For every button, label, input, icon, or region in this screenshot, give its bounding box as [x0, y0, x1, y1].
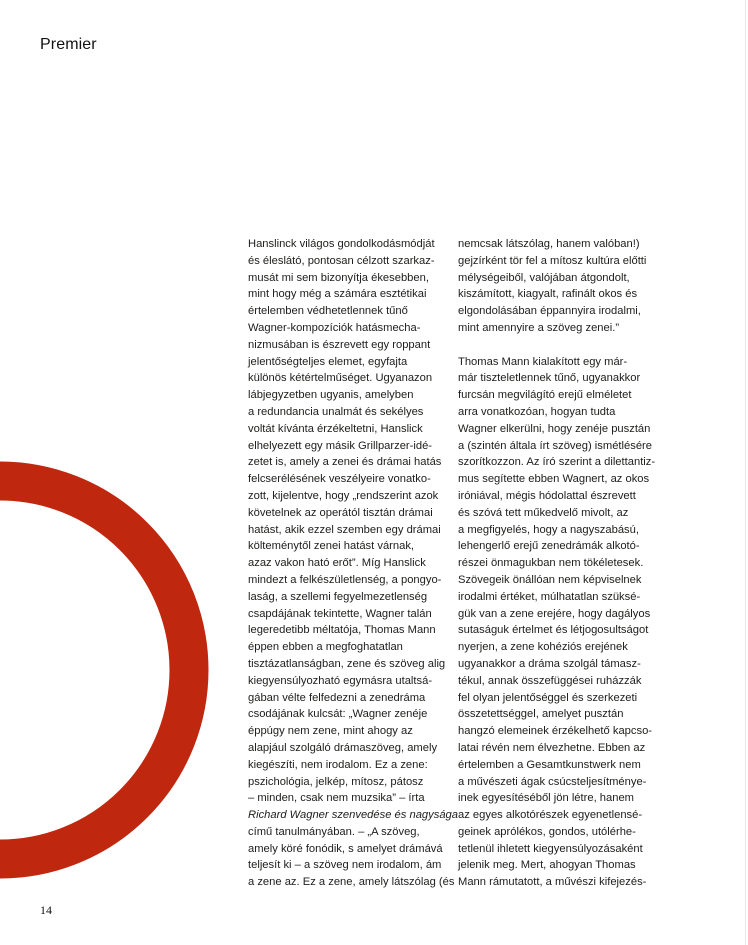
paragraph-break — [458, 337, 658, 354]
section-title: Premier — [40, 36, 97, 53]
text-line: fel olyan jelentőséggel és szerkezeti — [458, 691, 638, 704]
text-line: a megfigyelés, hogy a nagyszabású, — [458, 523, 639, 536]
text-line: arra vonatkozóan, hogyan tudta — [458, 405, 616, 418]
text-line: musát mi sem bizonyítja ékesebben, — [248, 271, 429, 284]
text-line: lábjegyzetben ugyanis, amelyben — [248, 389, 414, 402]
text-line: a (szintén általa írt szöveg) ismétlésére — [458, 439, 652, 452]
page-edge-divider — [745, 0, 746, 945]
body-text-column-right — [458, 236, 658, 891]
text-line: pszichológia, jelkép, mítosz, pátosz — [248, 775, 424, 788]
text-line: összetettséggel, amelyet pusztán — [458, 708, 624, 721]
text-line: tisztázatlanságban, zene és szöveg alig — [248, 657, 446, 670]
text-line: irodalmi értéket, múlhatatlan szüksé- — [458, 590, 641, 603]
text-line: a redundancia unalmát és sekélyes — [248, 405, 424, 418]
text-line: éppúgy nem zene, mint ahogy az — [248, 725, 413, 738]
text-line: és szóvá tett műkedvelő mivolt, az — [458, 506, 629, 519]
text-line: Hanslinck világos gondolkodásmódját — [248, 238, 435, 250]
page-number: 14 — [40, 903, 52, 917]
text-line: ugyanakkor a dráma szolgál támasz- — [458, 657, 641, 670]
text-line: sutaságuk értelmet és létjogosultságot — [458, 624, 649, 637]
body-text-column-left — [248, 236, 458, 891]
text-line: elhelyezett egy másik Grillparzer-idé- — [248, 439, 433, 452]
text-line: nyerjen, a zene kohéziós erejének — [458, 641, 628, 654]
text-line: gük van a zene erejére, hogy dagályos — [458, 607, 651, 620]
text-line: mint hogy még a számára esztétikai — [248, 288, 427, 301]
text-line: részei önmagukban nem tökéletesek. — [458, 557, 644, 570]
text-line: kiegyensúlyozható egymásra utaltsá- — [248, 674, 433, 687]
text-line: a művészeti ágak csúcsteljesítménye- — [458, 775, 647, 788]
text-line: felcserélésének veszélyeire vonatko- — [248, 473, 431, 486]
text-line: Thomas Mann kialakított egy már- — [458, 355, 628, 368]
text-line: értelemben a Gesamtkunstwerk nem — [458, 758, 641, 771]
text-line: már tiszteletlennek tűnő, ugyanakkor — [458, 372, 641, 385]
text-line: mélységeiből, valójában átgondolt, — [458, 271, 630, 284]
text-line: voltát kívánta érzékeltetni, Hanslick — [248, 422, 423, 435]
text-line: csodájának kulcsát: „Wagner zenéje — [248, 708, 428, 721]
text-line: különös kétértelműséget. Ugyanazon — [248, 372, 433, 385]
text-line: zetet is, amely a zenei és drámai hatás — [248, 456, 442, 469]
text-line: teljesít ki – a szöveg nem irodalom, ám — [248, 859, 442, 872]
text-line: nemcsak látszólag, hanem valóban!) — [458, 238, 640, 250]
text-line: és éleslátó, pontosan célzott szarkaz- — [248, 254, 435, 267]
text-line: követelnek az operától tisztán drámai — [248, 506, 433, 519]
text-line: Richard Wagner szenvedése és nagysága — [248, 809, 458, 822]
text-line: éppen ebben a megfoghatatlan — [248, 641, 403, 654]
red-ring-graphic — [0, 455, 215, 885]
text-line: furcsán megvilágító erejű elméletet — [458, 389, 632, 402]
text-line: mus segítette ebben Wagnert, az okos — [458, 473, 650, 486]
text-line: lehengerlő erejű zenedrámák alkotó- — [458, 540, 640, 553]
text-line: csapdájának tekintette, Wagner talán — [248, 607, 432, 620]
text-line: Wagner-kompozíciók hatásmecha- — [248, 321, 421, 334]
text-line: értelemben védhetetlennek tűnő — [248, 305, 408, 318]
text-line: gejzírként tör fel a mítosz kultúra előtti — [458, 254, 647, 267]
text-line: hangzó elemeinek érzékelhető kapcso- — [458, 725, 653, 738]
text-line: iróniával, mégis hódolattal észrevett — [458, 489, 636, 502]
text-line: inek egyesítéséből jön létre, hanem — [458, 792, 635, 805]
text-line: a zene az. Ez a zene, amely látszólag (és — [248, 876, 455, 889]
text-line: elgondolásában éppannyira irodalmi, — [458, 305, 641, 318]
text-line: hatást, akik ezzel szemben egy drámai — [248, 523, 441, 536]
text-line: zott, kijelentve, hogy „rendszerint azok — [248, 489, 439, 502]
text-line: című tanulmányában. – „A szöveg, — [248, 825, 420, 838]
text-line: jelentőségteljes elemet, egyfajta — [248, 355, 408, 368]
text-line: Wagner elkerülni, hogy zenéje pusztán — [458, 422, 651, 435]
text-line: – minden, csak nem muzsika” – írta — [248, 792, 425, 805]
text-line: Mann rámutatott, a művészi kifejezés- — [458, 876, 647, 889]
text-line: mindezt a felkészületlenség, a pongyo- — [248, 573, 442, 586]
text-line: nizmusában is észrevett egy roppant — [248, 338, 431, 351]
text-line: kiszámított, kiagyalt, rafinált okos és — [458, 288, 638, 301]
text-line: gában vélte felfedezni a zenedráma — [248, 691, 426, 704]
text-line: laság, a szellemi fegyelmezetlenség — [248, 590, 428, 603]
text-line: mint amennyire a szöveg zenei.” — [458, 321, 620, 334]
text-line: amely köré fonódik, s amelyet drámává — [248, 842, 443, 855]
text-line: szorítkozzon. Az író szerint a dilettantiz- — [458, 456, 656, 469]
text-line: kiegészíti, nem irodalom. Ez a zene: — [248, 758, 428, 771]
text-line: legeredetibb méltatója, Thomas Mann — [248, 624, 436, 637]
text-line: tékul, annak összefüggései ruházzák — [458, 674, 642, 687]
text-line: költeménytől zenei hatást várnak, — [248, 540, 415, 553]
text-line: geinek aprólékos, gondos, utólérhe- — [458, 825, 636, 838]
ring-arc — [0, 481, 189, 859]
text-line: tetlenül ihletett kiegyensúlyozásaként — [458, 842, 643, 855]
text-line: latai révén nem élvezhetne. Ebben az — [458, 741, 646, 754]
text-line: alapjául szolgáló drámaszöveg, amely — [248, 741, 438, 754]
text-line: az egyes alkotórészek egyenetlensé- — [458, 809, 643, 822]
text-line: jelenik meg. Mert, ahogyan Thomas — [458, 859, 636, 872]
text-line: azaz vakon ható erőt”. Míg Hanslick — [248, 557, 426, 570]
text-line: Szövegeik önállóan nem képviselnek — [458, 573, 642, 586]
